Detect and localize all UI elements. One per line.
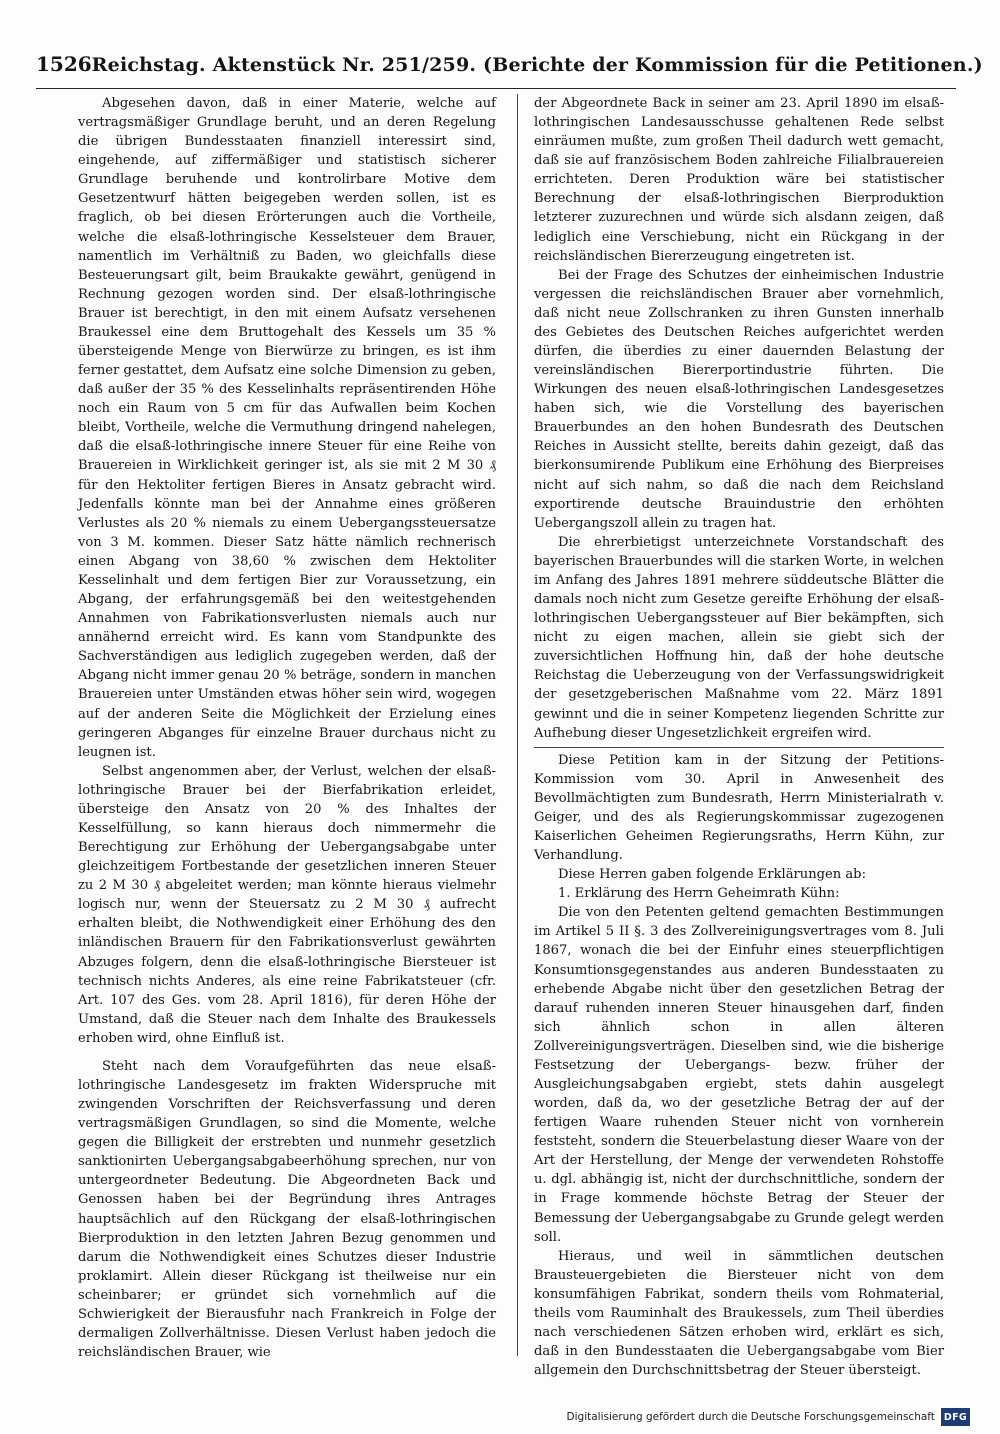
page-number: 1526 — [36, 52, 92, 76]
digitization-credit — [567, 1406, 970, 1428]
left-column — [78, 94, 496, 1362]
right-column — [534, 94, 944, 1380]
paragraph: Die von den Petenten geltend gemachten Bestimmungen im Artikel 5 II §. 3 des Zollvereinigungsvertrages vom 8. Juli 1867, wonach die bei der Einfuhr eines steuerpflichtigen Konsumtionsgegenstandes aus anderen Bundesstaaten zu erhebende Abgabe nicht über den gesetzlichen Betrag der darauf ruhenden inneren Steuer hinausgehen darf, finden sich ähnlich schon in allen älteren Zollvereinigungsverträgen. Dieselben sind, wie die bisherige Festsetzung der Uebergangs- bezw. früher der Ausgleichungsabgaben ergiebt, stets dahin ausgelegt worden, daß da, wo der gesetzliche Betrag der auf der fertigen Waare ruhenden Steuer nicht von vornherein feststeht, sondern die Steuerbelastung dieser Waare von der Art der Herstellung, der Menge der verwendeten Rohstoffe u. dgl. abhängig ist, nicht der durchschnittliche, sondern der in Frage kommende höchste Betrag der Steuer der Bemessung der Uebergangsabgabe zu Grunde gelegt werden soll. — [534, 905, 944, 1245]
paragraph: Hieraus, und weil in sämmtlichen deutschen Brausteuergebieten die Biersteuer nicht von dem konsumfähigen Fabrikat, sondern theils vom Rohmaterial, theils vom Rauminhalt des Braukessels, zum Theil überdies nach verschiedenen Sätzen erhoben wird, erklärt es sich, daß in den Bundesstaaten die Uebergangsabgabe vom Bier allgemein den Durchschnittsbetrag der Steuer übersteigt. — [534, 1248, 944, 1379]
column-divider — [517, 94, 518, 1356]
paragraph: Diese Herren gaben folgende Erklärungen ab: — [558, 867, 866, 883]
paragraph: Die ehrerbietigst unterzeichnete Vorstandschaft des bayerischen Brauerbundes will die starken Worte, in welchen im Anfang des Jahres 1891 mehrere süddeutsche Blätter die damals noch nicht zum Gesetze gereifte Erhöhung der elsaß-lothringischen Uebergangssteuer auf Bier bekämpften, sich nicht zu eigen machen, allein sie giebt sich der zuversichtlichen Hoffnung hin, daß der hohe deutsche Reichstag die Ueberzeugung von der Verfassungswidrigkeit der gesetzgeberischen Maßnahme vom 22. März 1891 gewinnt und die in seiner Kompetenz liegenden Schritte zur Aufhebung dieser Ungesetzlichkeit ergreifen wird. — [534, 534, 944, 741]
paragraph: Diese Petition kam in der Sitzung der Petitions-Kommission vom 30. April in Anwesenheit des Bevollmächtigten zum Bundesrath, Herrn Ministerialrath v. Geiger, und des als Regierungskommissar zugezogenen Kaiserlichen Geheimen Regierungsraths, Herrn Kühn, zur Verhandlung. — [534, 747, 944, 865]
credit-text: Digitalisierung gefördert durch die Deutsche Forschungsgemeinschaft — [566, 1411, 935, 1423]
page-header — [36, 52, 983, 89]
paragraph: Selbst angenommen aber, der Verlust, welchen der elsaß-lothringische Brauer bei der Bierfabrikation erleidet, übersteige den Ansatz von 20 % des Inhaltes der Kesselfüllung, so kann hieraus doch nimmermehr die Berechtigung zur Erhöhung der Uebergangsabgabe unter gleichzeitigem Fortbestande der gesetzlichen inneren Steuer zu 2 M 30 ₰ abgeleitet werden; man könnte hieraus vielmehr logisch nur, wenn der Steuersatz zu 2 M 30 ₰ aufrecht erhalten bleibt, die Nothwendigkeit einer Erhöhung des den inländischen Brauern für den Fabrikationsverlust gewährten Abzuges folgern, denn die elsaß-lothringische Biersteuer ist technisch nichts Anderes, als eine reine Fabrikatsteuer (cfr. Art. 107 des Ges. vom 28. April 1816), für deren Höhe der Umstand, daß die Steuer nach dem Inhalte des Braukessels erhoben wird, ohne Einfluß ist. — [78, 763, 496, 1046]
paragraph: Steht nach dem Voraufgeführten das neue elsaß-lothringische Landesgesetz im frakten Widerspruche mit zwingenden Vorschriften der Reichsverfassung und deren vertragsmäßigen Grundlagen, so sind die Momente, welche gegen die Billigkeit der erstrebten und nunmehr gesetzlich sanktionirten Uebergangsabgabeerhöhung sprechen, nur von untergeordneter Bedeutung. Die Abgeordneten Back und Genossen haben bei der Begründung ihres Antrages hauptsächlich auf den Rückgang der elsaß-lothringischen Bierproduktion in den letzten Jahren Bezug genommen und darum die Nothwendigkeit eines Schutzes dieser Industrie proklamirt. Allein dieser Rückgang ist theilweise nur ein scheinbarer; er gründet sich vornehmlich auf die Schwierigkeit der Bierausfuhr nach Frankreich in Folge der dermaligen Zollverhältnisse. Diesen Verlust haben jedoch die reichsländischen Brauer, wie — [78, 1058, 496, 1361]
paragraph: Abgesehen davon, daß in einer Materie, welche auf vertragsmäßiger Grundlage beruht, und an deren Regelung die übrigen Bundesstaaten finanziell interessirt sind, eingehende, auf ziffermäßiger und statistisch sicherer Grundlage beruhende und kontrolirbare Motive dem Gesetzentwurf hätten beigegeben werden sollen, ist es fraglich, ob bei diesen Erörterungen auch die Vortheile, welche die elsaß-lothringische Kesselsteuer dem Brauer, namentlich im Verhältniß zu Baden, wo gleichfalls diese Besteuerungsart gilt, beim Braukakte gewährt, genügend in Rechnung gezogen worden sind. Der elsaß-lothringische Brauer ist berechtigt, in den mit einem Aufsatz versehenen Braukessel eine dem Bruttogehalt des Kessels um 35 % übersteigende Menge von Bierwürze zu bringen, es ist ihm ferner gestattet, dem Aufsatz eine solche Dimension zu geben, daß außer der 35 % des Kesselinhalts repräsentirenden Höhe noch ein Raum von 5 cm für das Aufwallen beim Kochen bleibt, Vortheile, welche die Vermuthung dringend nahelegen, daß die elsaß-lothringische innere Steuer für eine Reihe von Brauereien in Wirklichkeit geringer ist, als sie mit 2 M 30 ₰ für den Hektoliter fertigen Bieres in Ansatz gebracht wird. Jedenfalls könnte man bei der Annahme eines größeren Verlustes als 20 % niemals zu einem Uebergangssteuersatze von 3 M. kommen. Dieser Satz hätte nämlich rechnerisch einen Abgang von 38,60 % zwischen dem Hektoliter Kesselinhalt und dem fertigen Bier zur Voraussetzung, ein Abgang, der erfahrungsgemäß bei den weitestgehenden Annahmen von Fabrikationsverlusten niemals auch nur annähernd erreicht wird. Es kann vom Standpunkte des Sachverständigen aus lediglich zugegeben werden, daß der Abgang nicht immer genau 20 % beträge, sondern in manchen Brauereien unter Umständen etwas höher sein wird, wogegen auf der anderen Seite die Möglichkeit der Erzielung eines geringeren Abganges für einzelne Brauer durchaus nicht zu leugnen ist. — [78, 96, 496, 760]
dfg-logo-icon: DFG — [941, 1408, 970, 1426]
paragraph: der Abgeordnete Back in seiner am 23. April 1890 im elsaß-lothringischen Landesausschusse gehaltenen Rede selbst einräumen mußte, zum großen Theil dadurch wett gemacht, daß sie auf französischem Boden zahlreiche Filialbrauereien errichteten. Deren Produktion wäre bei statistischer Berechnung der elsaß-lothringischen Bierproduktion letzterer zuzurechnen und würde sich alsdann zeigen, daß lediglich eine Verschiebung, nicht ein Rückgang in der reichsländischen Biererzeugung eingetreten ist. — [534, 96, 944, 264]
paragraph: Bei der Frage des Schutzes der einheimischen Industrie vergessen die reichsländischen Brauer aber vornehmlich, daß nicht neue Zollschranken zu ihren Gunsten innerhalb des Gebietes des Deutschen Reiches aufgerichtet werden dürfen, die überdies zu einer dauernden Belastung der vereinsländischen Biererportindustrie führten. Die Wirkungen des neuen elsaß-lothringischen Landesgesetzes haben sich, wie die Vorstellung des bayerischen Brauerbundes an den hohen Bundesrath des Deutschen Reiches in Aussicht stellte, bereits dahin gezeigt, daß das bierkonsumirende Publikum eine Erhöhung des Bierpreises nicht auf sich nahm, so daß die nach dem Reichsland exportirende deutsche Brauindustrie den erhöhten Uebergangszoll allein zu tragen hat. — [534, 267, 944, 531]
section-heading: 1. Erklärung des Herrn Geheimrath Kühn: — [558, 886, 840, 902]
running-title: Reichstag. Aktenstück Nr. 251/259. (Berichte der Kommission für die Petitionen.) — [91, 54, 983, 76]
